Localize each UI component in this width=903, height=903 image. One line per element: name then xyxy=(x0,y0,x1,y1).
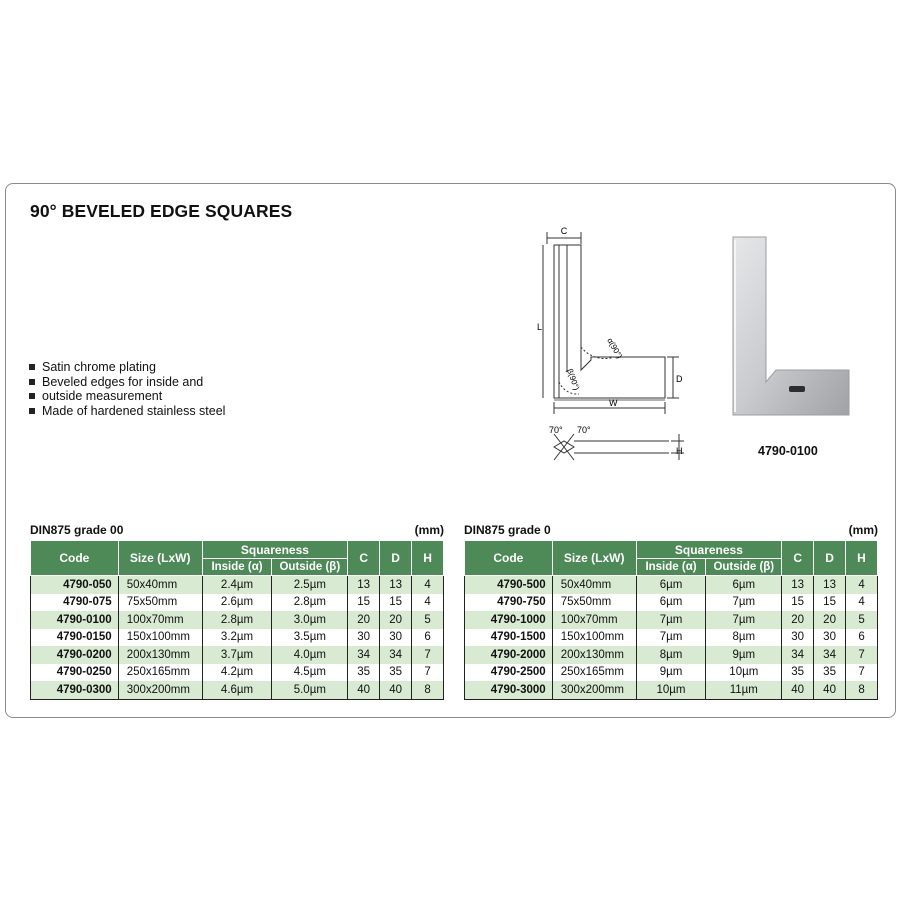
outside-cell: 11µm xyxy=(706,681,782,699)
code-cell: 4790-0150 xyxy=(31,629,119,647)
outside-cell: 2.5µm xyxy=(272,576,348,594)
d-cell: 40 xyxy=(814,681,846,699)
outside-cell: 3.0µm xyxy=(272,611,348,629)
inside-cell: 8µm xyxy=(636,646,706,664)
size-cell: 100x70mm xyxy=(552,611,636,629)
col-code: Code xyxy=(31,541,119,576)
table-row xyxy=(31,664,444,682)
c-cell: 34 xyxy=(348,646,380,664)
col-c: C xyxy=(782,541,814,576)
spec-table-grade0 xyxy=(464,540,878,700)
d-cell: 20 xyxy=(380,611,412,629)
code-cell: 4790-0100 xyxy=(31,611,119,629)
outside-cell: 3.5µm xyxy=(272,629,348,647)
table2-label: DIN875 grade 0 xyxy=(464,523,551,537)
inside-cell: 7µm xyxy=(636,629,706,647)
inside-cell: 9µm xyxy=(636,664,706,682)
table-row xyxy=(31,611,444,629)
d-cell: 30 xyxy=(380,629,412,647)
col-outside: Outside (β) xyxy=(706,559,782,576)
code-cell: 4790-075 xyxy=(31,594,119,612)
c-cell: 20 xyxy=(348,611,380,629)
table-row xyxy=(465,576,878,594)
technical-drawing xyxy=(519,222,694,482)
table-row xyxy=(31,594,444,612)
table1-unit: (mm) xyxy=(414,523,444,537)
col-inside: Inside (α) xyxy=(636,559,706,576)
h-cell: 8 xyxy=(846,681,878,699)
table-row xyxy=(465,594,878,612)
col-size: Size (LxW) xyxy=(118,541,202,576)
product-card xyxy=(5,183,896,718)
table-row xyxy=(465,629,878,647)
col-outside: Outside (β) xyxy=(272,559,348,576)
outside-cell: 8µm xyxy=(706,629,782,647)
c-cell: 15 xyxy=(782,594,814,612)
c-cell: 20 xyxy=(782,611,814,629)
inside-cell: 6µm xyxy=(636,576,706,594)
angle2-label: 70° xyxy=(577,425,591,435)
table2-unit: (mm) xyxy=(848,523,878,537)
photo-caption: 4790-0100 xyxy=(758,444,818,458)
col-h: H xyxy=(846,541,878,576)
table-row xyxy=(31,646,444,664)
c-cell: 35 xyxy=(782,664,814,682)
inside-cell: 2.6µm xyxy=(202,594,272,612)
h-cell: 4 xyxy=(412,576,444,594)
outside-cell: 7µm xyxy=(706,594,782,612)
d-cell: 13 xyxy=(380,576,412,594)
code-cell: 4790-0300 xyxy=(31,681,119,699)
col-d: D xyxy=(814,541,846,576)
d-cell: 15 xyxy=(814,594,846,612)
c-cell: 13 xyxy=(348,576,380,594)
d-cell: 35 xyxy=(380,664,412,682)
outside-cell: 5.0µm xyxy=(272,681,348,699)
size-cell: 250x165mm xyxy=(118,664,202,682)
feature-item-continuation: outside measurement xyxy=(28,389,225,404)
c-cell: 13 xyxy=(782,576,814,594)
outside-cell: 4.5µm xyxy=(272,664,348,682)
dim-l-label: L xyxy=(537,322,543,332)
h-cell: 7 xyxy=(412,646,444,664)
outside-cell: 7µm xyxy=(706,611,782,629)
outside-cell: 9µm xyxy=(706,646,782,664)
outside-cell: 6µm xyxy=(706,576,782,594)
table-row xyxy=(465,664,878,682)
code-cell: 4790-050 xyxy=(31,576,119,594)
feature-item: Beveled edges for inside and xyxy=(28,375,225,390)
dim-c-label: C xyxy=(560,226,568,236)
table-row xyxy=(31,629,444,647)
outside-cell: 2.8µm xyxy=(272,594,348,612)
table-row xyxy=(465,681,878,699)
inside-cell: 3.7µm xyxy=(202,646,272,664)
col-code: Code xyxy=(465,541,553,576)
d-cell: 35 xyxy=(814,664,846,682)
col-squareness: Squareness xyxy=(202,541,348,559)
beta-label: β(90°) xyxy=(565,367,582,392)
d-cell: 20 xyxy=(814,611,846,629)
d-cell: 34 xyxy=(814,646,846,664)
code-cell: 4790-2000 xyxy=(465,646,553,664)
h-cell: 7 xyxy=(846,646,878,664)
code-cell: 4790-0200 xyxy=(31,646,119,664)
d-cell: 30 xyxy=(814,629,846,647)
col-d: D xyxy=(380,541,412,576)
size-cell: 300x200mm xyxy=(552,681,636,699)
table1-section xyxy=(30,523,444,700)
inside-cell: 10µm xyxy=(636,681,706,699)
d-cell: 15 xyxy=(380,594,412,612)
table-row xyxy=(465,611,878,629)
col-h: H xyxy=(412,541,444,576)
code-cell: 4790-1500 xyxy=(465,629,553,647)
c-cell: 15 xyxy=(348,594,380,612)
h-cell: 7 xyxy=(846,664,878,682)
feature-item: Made of hardened stainless steel xyxy=(28,404,225,419)
inside-cell: 4.6µm xyxy=(202,681,272,699)
d-cell: 13 xyxy=(814,576,846,594)
code-cell: 4790-750 xyxy=(465,594,553,612)
size-cell: 150x100mm xyxy=(118,629,202,647)
c-cell: 30 xyxy=(782,629,814,647)
outside-cell: 4.0µm xyxy=(272,646,348,664)
dim-d-label: D xyxy=(676,374,683,384)
d-cell: 34 xyxy=(380,646,412,664)
table-row xyxy=(31,576,444,594)
angle1-label: 70° xyxy=(549,425,563,435)
size-cell: 50x40mm xyxy=(118,576,202,594)
inside-cell: 2.8µm xyxy=(202,611,272,629)
h-cell: 4 xyxy=(846,594,878,612)
size-cell: 300x200mm xyxy=(118,681,202,699)
size-cell: 250x165mm xyxy=(552,664,636,682)
inside-cell: 4.2µm xyxy=(202,664,272,682)
code-cell: 4790-500 xyxy=(465,576,553,594)
code-cell: 4790-2500 xyxy=(465,664,553,682)
h-cell: 5 xyxy=(412,611,444,629)
spec-table-grade00 xyxy=(30,540,444,700)
feature-item: Satin chrome plating xyxy=(28,360,225,375)
table-row xyxy=(465,646,878,664)
feature-list xyxy=(28,360,225,418)
code-cell: 4790-3000 xyxy=(465,681,553,699)
col-inside: Inside (α) xyxy=(202,559,272,576)
h-cell: 7 xyxy=(412,664,444,682)
h-cell: 6 xyxy=(846,629,878,647)
c-cell: 40 xyxy=(782,681,814,699)
code-cell: 4790-0250 xyxy=(31,664,119,682)
dim-h-label: H xyxy=(676,446,683,456)
table2-section xyxy=(464,523,878,700)
inside-cell: 7µm xyxy=(636,611,706,629)
code-cell: 4790-1000 xyxy=(465,611,553,629)
product-photo xyxy=(721,232,851,422)
h-cell: 4 xyxy=(846,576,878,594)
page-title: 90° BEVELED EDGE SQUARES xyxy=(30,201,293,221)
c-cell: 30 xyxy=(348,629,380,647)
inside-cell: 6µm xyxy=(636,594,706,612)
h-cell: 6 xyxy=(412,629,444,647)
c-cell: 35 xyxy=(348,664,380,682)
c-cell: 34 xyxy=(782,646,814,664)
d-cell: 40 xyxy=(380,681,412,699)
size-cell: 75x50mm xyxy=(118,594,202,612)
size-cell: 200x130mm xyxy=(552,646,636,664)
table-row xyxy=(31,681,444,699)
size-cell: 200x130mm xyxy=(118,646,202,664)
size-cell: 75x50mm xyxy=(552,594,636,612)
dim-w-label: W xyxy=(609,398,618,408)
h-cell: 8 xyxy=(412,681,444,699)
inside-cell: 3.2µm xyxy=(202,629,272,647)
col-squareness: Squareness xyxy=(636,541,782,559)
table1-label: DIN875 grade 00 xyxy=(30,523,124,537)
h-cell: 5 xyxy=(846,611,878,629)
alpha-label: α(90°) xyxy=(605,336,625,361)
h-cell: 4 xyxy=(412,594,444,612)
col-c: C xyxy=(348,541,380,576)
size-cell: 150x100mm xyxy=(552,629,636,647)
c-cell: 40 xyxy=(348,681,380,699)
size-cell: 50x40mm xyxy=(552,576,636,594)
inside-cell: 2.4µm xyxy=(202,576,272,594)
size-cell: 100x70mm xyxy=(118,611,202,629)
col-size: Size (LxW) xyxy=(552,541,636,576)
outside-cell: 10µm xyxy=(706,664,782,682)
